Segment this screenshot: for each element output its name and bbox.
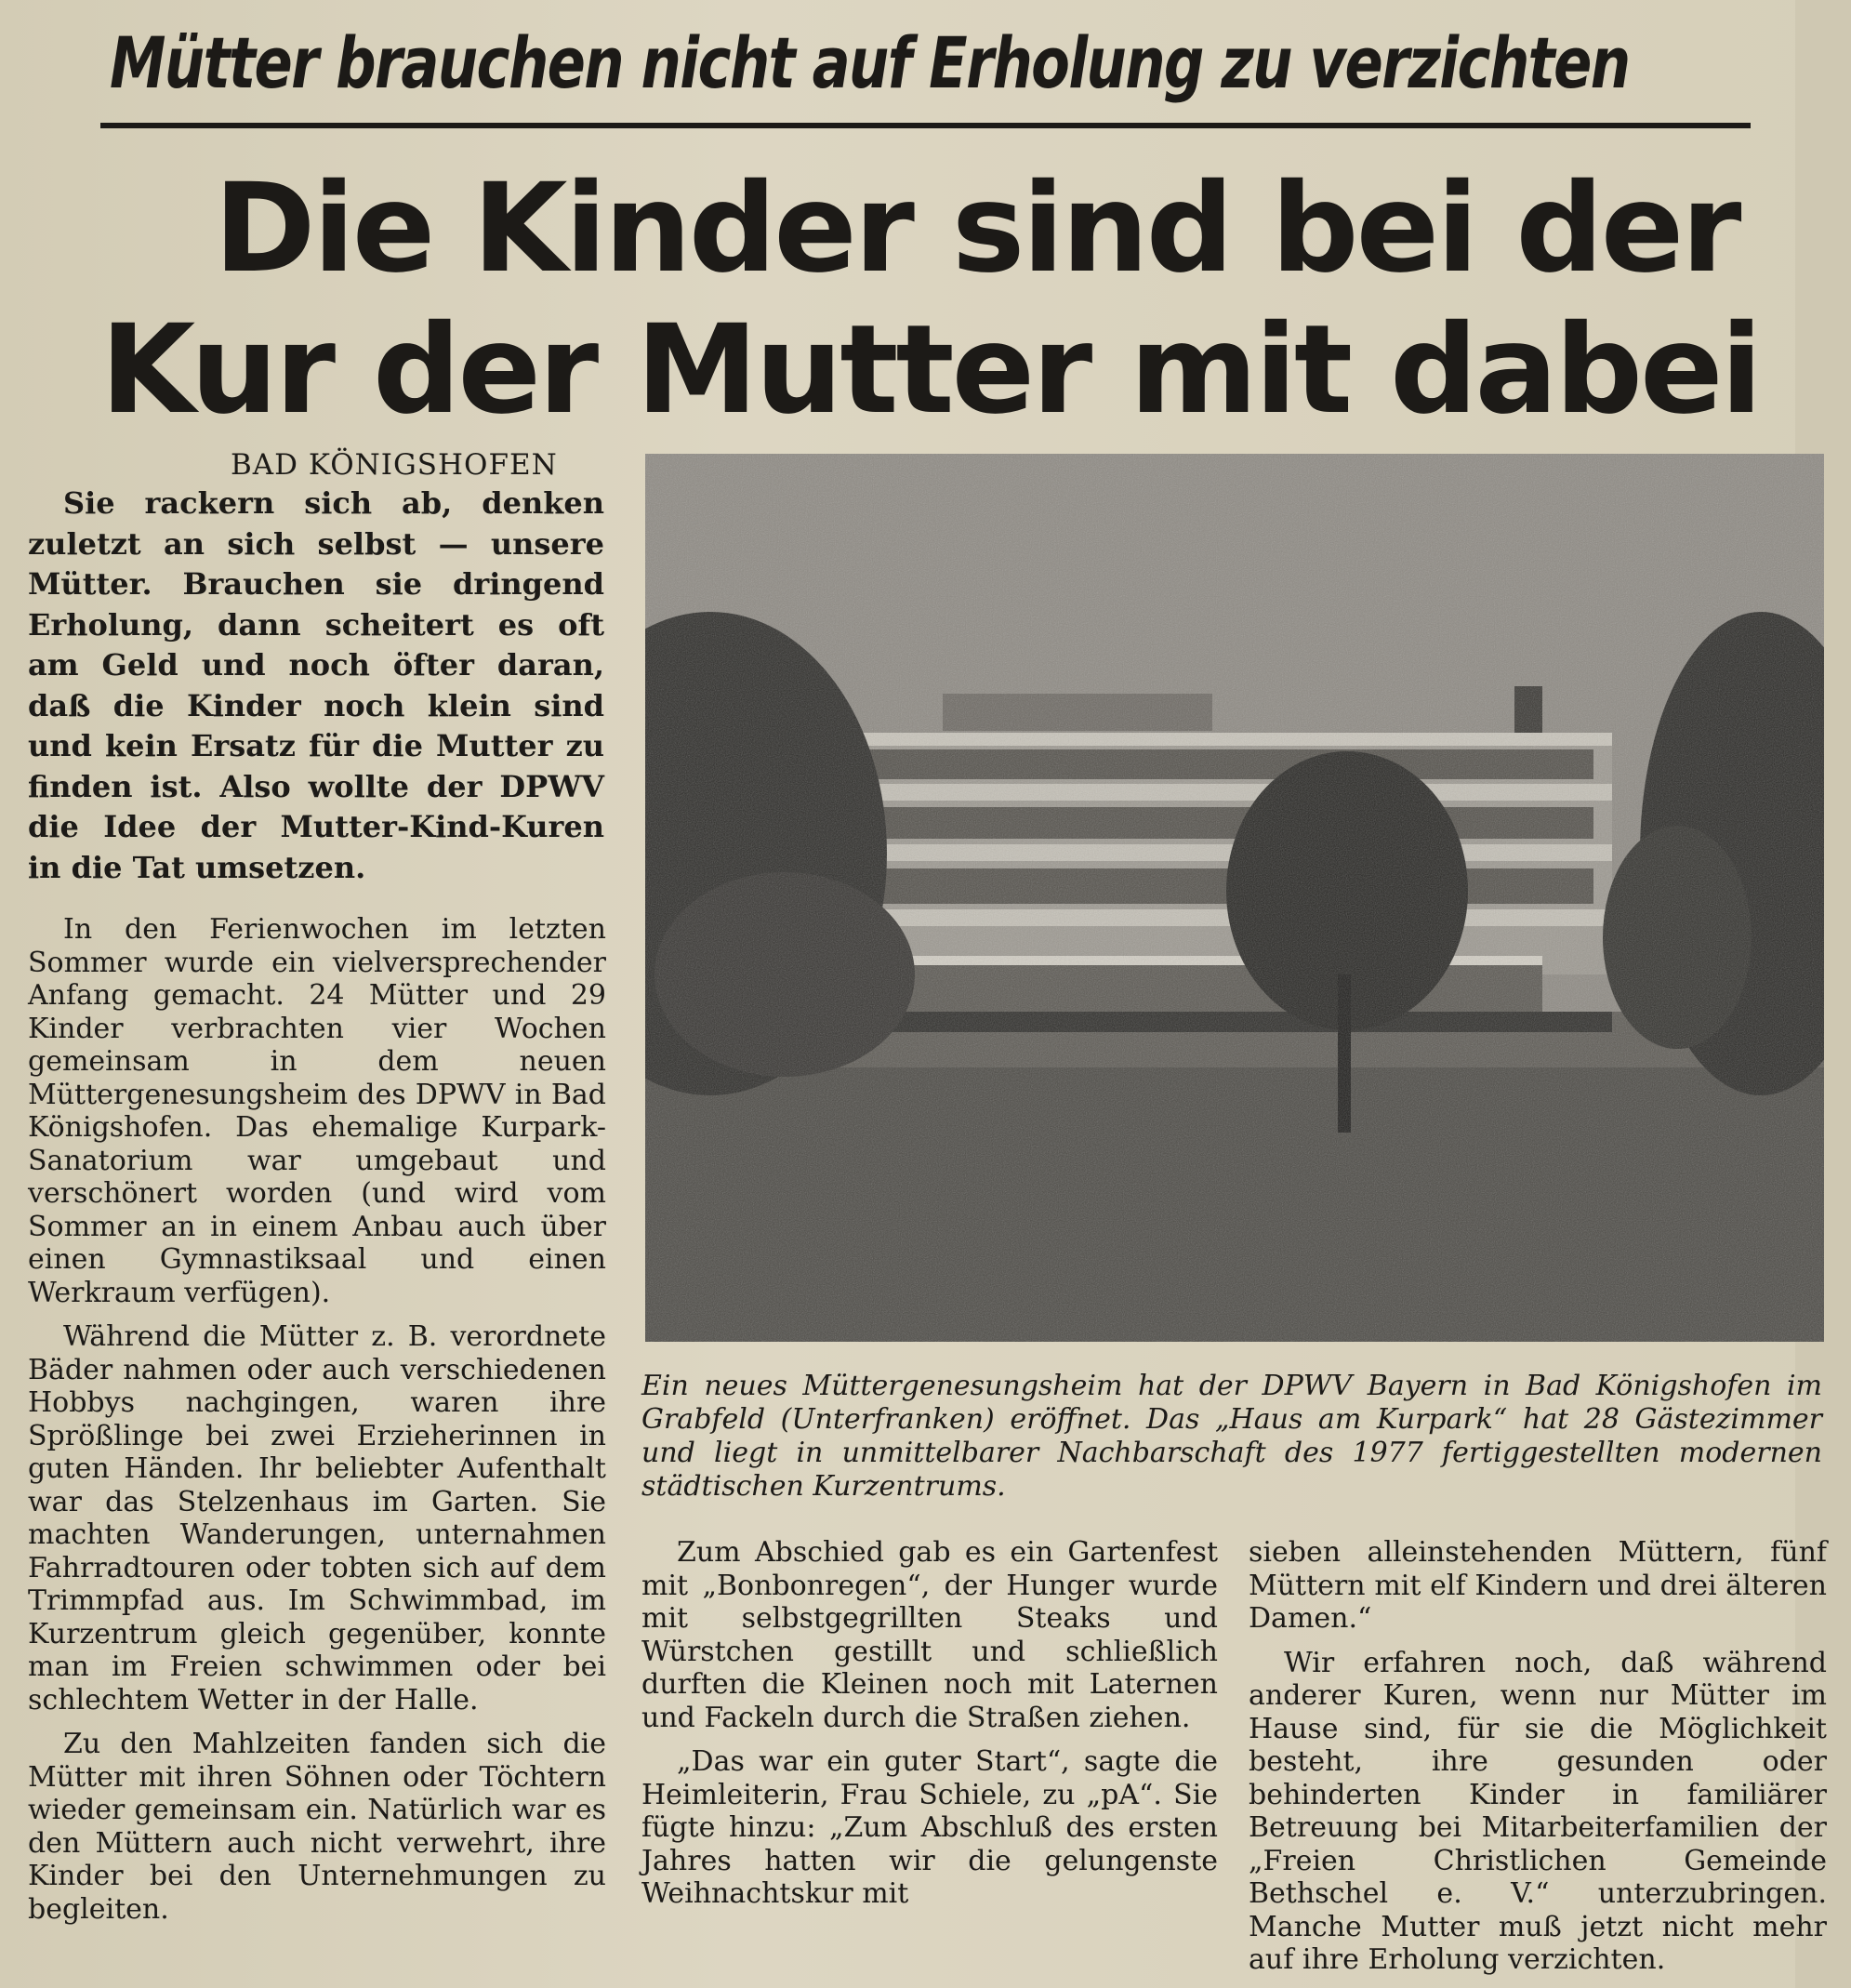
- body-column-1: [28, 913, 606, 1937]
- photo-caption: Ein neues Müttergenesungsheim hat der DPWV Bayern in Bad Königshofen im Grabfeld (Unterfranken) eröffnet. Das „Haus am Kurpark“ hat 28 Gästezimmer und liegt in unmittelbarer Nachbarschaft des 1977 fertiggestellten modernen städtischen Kurzentrums.: [641, 1370, 1822, 1503]
- headline-line-2: Kur der Mutter mit dabei: [100, 298, 1760, 442]
- body-paragraph: Wir erfahren noch, daß während anderer Kuren, wenn nur Mütter im Hause sind, für sie die Möglichkeit besteht, ihre gesunden oder behinderten Kinder in familiärer Betreuung bei Mitarbeiterfamilien der „Freien Christlichen Gemeinde Bethschel e. V.“ unterzubringen. Manche Mutter muß jetzt nicht mehr auf ihre Erholung verzichten.: [1249, 1646, 1827, 1976]
- body-paragraph: In den Ferienwochen im letzten Sommer wurde ein vielversprechender Anfang gemacht. 24 Mütter und 29 Kinder verbrachten vier Wochen gemeinsam in dem neuen Müttergenesungsheim des DPWV in Bad Königshofen. Das ehemalige Kurpark-Sanatorium war umgebaut und verschönert worden (und wird vom Sommer an in einem Anbau auch über einen Gymnastiksaal und einen Werkraum verfügen).: [28, 913, 606, 1309]
- body-column-2: [641, 1536, 1218, 1922]
- lead-text: Sie rackern sich ab, denken zuletzt an sich selbst — unsere Mütter. Brauchen sie dringend Erholung, dann scheitert es oft am Geld und noch öfter daran, daß die Kinder noch klein sind und kein Ersatz für die Mutter zu finden ist. Also wollte der DPWV die Idee der Mutter-Kind-Kuren in die Tat umsetzen.: [28, 485, 604, 885]
- body-paragraph: Während die Mütter z. B. verordnete Bäder nahmen oder auch verschiedenen Hobbys nachgingen, waren ihre Sprößlinge bei zwei Erzieherinnen in guten Händen. Ihr beliebter Aufenthalt war das Stelzenhaus im Garten. Sie machten Wanderungen, unternahmen Fahrradtouren oder tobten sich auf dem Trimmpfad aus. Im Schwimmbad, im Kurzentrum gleich gegenüber, konnte man im Freien schwimmen oder bei schlechtem Wetter in der Halle.: [28, 1320, 606, 1716]
- kicker-headline: Mütter brauchen nicht auf Erholung zu verzichten: [110, 21, 1630, 104]
- body-column-3: [1249, 1536, 1827, 1988]
- lead-paragraph: [28, 484, 604, 888]
- body-paragraph: „Das war ein guter Start“, sagte die Heimleiterin, Frau Schiele, zu „pA“. Sie fügte hinzu: „Zum Abschluß des ersten Jahres hatten wir die gelungenste Weihnachtskur mit: [641, 1745, 1218, 1910]
- body-paragraph: Zu den Mahlzeiten fanden sich die Mütter mit ihren Söhnen oder Töchtern wieder gemeinsam ein. Natürlich war es den Müttern auch nicht verwehrt, ihre Kinder bei den Unternehmungen zu begleiten.: [28, 1728, 606, 1926]
- dateline: BAD KÖNIGSHOFEN: [231, 448, 558, 482]
- building-photo: [645, 454, 1824, 1342]
- kicker-rule: [100, 123, 1751, 128]
- headline-line-1: Die Kinder sind bei der: [214, 157, 1739, 300]
- body-paragraph: sieben alleinstehenden Müttern, fünf Müttern mit elf Kindern und drei älteren Damen.“: [1249, 1536, 1827, 1635]
- body-paragraph: Zum Abschied gab es ein Gartenfest mit „Bonbonregen“, der Hunger wurde mit selbstgegrillten Steaks und Würstchen gestillt und schließlich durften die Kleinen noch mit Laternen und Fackeln durch die Straßen ziehen.: [641, 1536, 1218, 1734]
- main-headline: [100, 158, 1765, 441]
